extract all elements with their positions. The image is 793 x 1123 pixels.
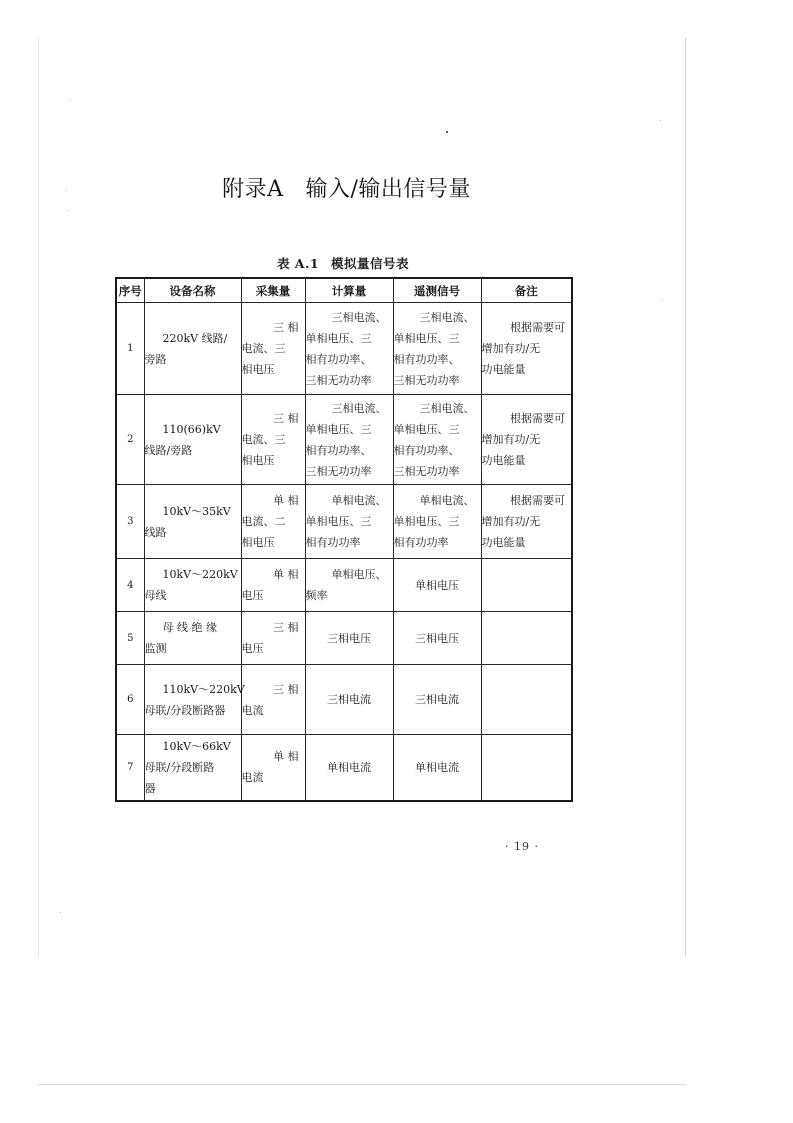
calculated-cell-line: 三相无功功率 bbox=[305, 373, 372, 387]
device-name-cell-line: 10kV～220kV bbox=[162, 568, 238, 581]
scan-dot bbox=[66, 190, 67, 191]
scan-dot bbox=[70, 100, 71, 101]
telemetry-cell-line: 单相电压、三 bbox=[393, 331, 460, 345]
header-no: 序号 bbox=[116, 278, 144, 303]
device-name-cell-line: 110kV～220kV bbox=[162, 682, 245, 696]
remarks-cell-line: 功电能量 bbox=[481, 454, 526, 467]
collected-cell bbox=[241, 612, 305, 665]
calculated-cell bbox=[305, 735, 393, 801]
scan-dot bbox=[60, 912, 61, 913]
telemetry-cell-line: 三相电流、 bbox=[419, 401, 475, 415]
table-row bbox=[116, 485, 572, 559]
calculated-cell-line: 三相电流、 bbox=[331, 310, 387, 324]
collected-cell bbox=[241, 559, 305, 612]
device-name-cell-line: 线路/旁路 bbox=[144, 443, 193, 457]
header-collected: 采集量 bbox=[241, 278, 305, 303]
row-number-cell: 5 bbox=[116, 612, 144, 665]
calculated-cell-line: 单相电压、三 bbox=[305, 515, 372, 528]
telemetry-cell-line: 三相电流、 bbox=[419, 310, 475, 324]
calculated-cell bbox=[305, 559, 393, 612]
calculated-cell bbox=[305, 395, 393, 485]
calculated-cell-line: 单相电压、 bbox=[331, 568, 387, 581]
telemetry-cell-line: 三相无功功率 bbox=[393, 464, 460, 478]
header-calculated: 计算量 bbox=[305, 278, 393, 303]
device-name-cell-line: 母联/分段断路 bbox=[144, 760, 215, 774]
header-telemetry: 遥测信号 bbox=[393, 278, 481, 303]
device-name-cell-line: 器 bbox=[144, 781, 156, 795]
table-caption-number: 表 A.1 bbox=[276, 256, 320, 271]
row-number-cell: 1 bbox=[116, 303, 144, 395]
remarks-cell-line: 功电能量 bbox=[481, 536, 526, 549]
collected-cell bbox=[241, 665, 305, 735]
telemetry-cell bbox=[393, 485, 481, 559]
telemetry-cell-line: 三相无功功率 bbox=[393, 373, 460, 387]
calculated-cell-line: 三相无功功率 bbox=[305, 464, 372, 478]
telemetry-cell-line: 三相电流 bbox=[415, 693, 459, 706]
remarks-cell bbox=[481, 485, 572, 559]
row-number-cell: 4 bbox=[116, 559, 144, 612]
collected-cell-line: 电流、三 bbox=[241, 433, 286, 446]
collected-cell bbox=[241, 303, 305, 395]
table-row bbox=[116, 665, 572, 735]
appendix-title bbox=[150, 172, 543, 203]
remarks-cell bbox=[481, 612, 572, 665]
telemetry-cell bbox=[393, 612, 481, 665]
telemetry-cell-line: 相有功功率、 bbox=[393, 443, 460, 457]
remarks-cell-line: 根据需要可 bbox=[510, 321, 565, 334]
telemetry-cell bbox=[393, 395, 481, 485]
telemetry-cell bbox=[393, 303, 481, 395]
device-name-cell-line: 10kV～66kV bbox=[162, 739, 231, 753]
device-name-cell bbox=[144, 303, 241, 395]
table-row bbox=[116, 559, 572, 612]
remarks-cell-line: 根据需要可 bbox=[510, 412, 565, 425]
collected-cell-line: 电流 bbox=[241, 703, 264, 717]
device-name-cell-line: 监测 bbox=[144, 642, 167, 655]
scan-dot bbox=[660, 120, 661, 121]
calculated-cell bbox=[305, 303, 393, 395]
remarks-cell-line: 根据需要可 bbox=[510, 494, 565, 507]
device-name-cell-line: 母线 bbox=[144, 589, 167, 602]
row-number-cell: 6 bbox=[116, 665, 144, 735]
telemetry-cell-line: 单相电压、三 bbox=[393, 422, 460, 436]
telemetry-cell-line: 相有功功率 bbox=[393, 536, 449, 549]
telemetry-cell-line: 单相电压、三 bbox=[393, 515, 460, 528]
collected-cell-line: 电压 bbox=[241, 589, 264, 602]
collected-cell-line: 三 相 bbox=[273, 412, 299, 425]
table-row bbox=[116, 735, 572, 801]
device-name-cell bbox=[144, 665, 245, 735]
telemetry-cell-line: 相有功功率、 bbox=[393, 352, 460, 366]
calculated-cell bbox=[305, 612, 393, 665]
device-name-cell-line: 10kV～35kV bbox=[162, 504, 231, 518]
device-name-cell-line: 母联/分段断路器 bbox=[144, 703, 226, 717]
row-number-cell: 2 bbox=[116, 395, 144, 485]
collected-cell-line: 电流 bbox=[241, 771, 264, 785]
collected-cell-line: 三 相 bbox=[273, 621, 299, 634]
collected-cell-line: 电流、三 bbox=[241, 342, 286, 355]
header-remarks: 备注 bbox=[481, 278, 572, 303]
calculated-cell-line: 三相电流 bbox=[327, 693, 371, 706]
collected-cell-line: 三 相 bbox=[273, 682, 299, 696]
page-bottom-rule bbox=[38, 1084, 686, 1085]
remarks-cell-line: 增加有功/无 bbox=[481, 433, 541, 446]
scan-dot bbox=[661, 300, 662, 301]
collected-cell-line: 电流、二 bbox=[241, 515, 286, 528]
collected-cell-line: 单 相 bbox=[273, 750, 299, 764]
telemetry-cell bbox=[393, 559, 481, 612]
table-row bbox=[116, 395, 572, 485]
device-name-cell-line: 220kV 线路/ bbox=[162, 331, 228, 345]
collected-cell-line: 单 相 bbox=[273, 494, 299, 507]
calculated-cell-line: 相有功功率、 bbox=[305, 443, 372, 457]
device-name-cell bbox=[144, 735, 241, 801]
appendix-label: 附录A bbox=[222, 177, 284, 202]
collected-cell-line: 单 相 bbox=[273, 568, 299, 581]
remarks-cell-line: 增加有功/无 bbox=[481, 342, 541, 355]
remarks-cell-line: 增加有功/无 bbox=[481, 515, 541, 528]
telemetry-cell bbox=[393, 665, 481, 735]
table-header-row bbox=[116, 278, 572, 303]
telemetry-cell-line: 单相电压 bbox=[415, 578, 459, 592]
collected-cell-line: 电压 bbox=[241, 642, 264, 655]
collected-cell-line: 相电压 bbox=[241, 536, 275, 549]
calculated-cell-line: 单相电流 bbox=[327, 760, 371, 774]
row-number-cell: 7 bbox=[116, 735, 144, 801]
telemetry-cell-line: 单相电流 bbox=[415, 760, 459, 774]
remarks-cell bbox=[481, 303, 572, 395]
appendix-title-text: 输入/输出信号量 bbox=[305, 177, 471, 202]
device-name-cell bbox=[144, 559, 241, 612]
header-device-name: 设备名称 bbox=[144, 278, 241, 303]
collected-cell bbox=[241, 735, 305, 801]
device-name-cell-line: 线路 bbox=[144, 525, 167, 539]
calculated-cell-line: 单相电压、三 bbox=[305, 422, 372, 436]
remarks-cell bbox=[481, 395, 572, 485]
remarks-cell-line: 功电能量 bbox=[481, 363, 526, 376]
calculated-cell-line: 单相电流、 bbox=[331, 494, 387, 507]
device-name-cell bbox=[144, 612, 241, 665]
device-name-cell bbox=[144, 395, 241, 485]
remarks-cell bbox=[481, 665, 572, 735]
table-caption-text: 模拟量信号表 bbox=[331, 256, 410, 271]
scan-dot bbox=[67, 210, 68, 211]
table-row bbox=[116, 612, 572, 665]
calculated-cell bbox=[305, 665, 393, 735]
calculated-cell bbox=[305, 485, 393, 559]
calculated-cell-line: 相有功功率、 bbox=[305, 352, 372, 366]
calculated-cell-line: 三相电流、 bbox=[331, 401, 387, 415]
telemetry-cell-line: 单相电流、 bbox=[419, 494, 475, 507]
collected-cell-line: 相电压 bbox=[241, 454, 275, 467]
calculated-cell-line: 单相电压、三 bbox=[305, 331, 372, 345]
collected-cell-line: 三 相 bbox=[273, 321, 299, 334]
table-caption bbox=[116, 254, 570, 272]
collected-cell-line: 相电压 bbox=[241, 363, 275, 376]
table-body bbox=[116, 303, 572, 801]
scan-speck bbox=[446, 131, 448, 133]
device-name-cell-line: 110(66)kV bbox=[162, 422, 221, 436]
telemetry-cell-line: 三相电压 bbox=[415, 631, 459, 645]
remarks-cell bbox=[481, 735, 572, 801]
device-name-cell bbox=[144, 485, 241, 559]
analog-signal-table bbox=[115, 277, 573, 802]
calculated-cell-line: 相有功功率 bbox=[305, 536, 361, 549]
device-name-cell-line: 旁路 bbox=[144, 352, 167, 366]
remarks-cell bbox=[481, 559, 572, 612]
collected-cell bbox=[241, 485, 305, 559]
calculated-cell-line: 三相电压 bbox=[327, 631, 371, 645]
telemetry-cell bbox=[393, 735, 481, 801]
table-row bbox=[116, 303, 572, 395]
page-number: · 19 · bbox=[505, 840, 539, 853]
device-name-cell-line: 母 线 绝 缘 bbox=[162, 621, 217, 634]
calculated-cell-line: 频率 bbox=[305, 589, 328, 602]
collected-cell bbox=[241, 395, 305, 485]
row-number-cell: 3 bbox=[116, 485, 144, 559]
